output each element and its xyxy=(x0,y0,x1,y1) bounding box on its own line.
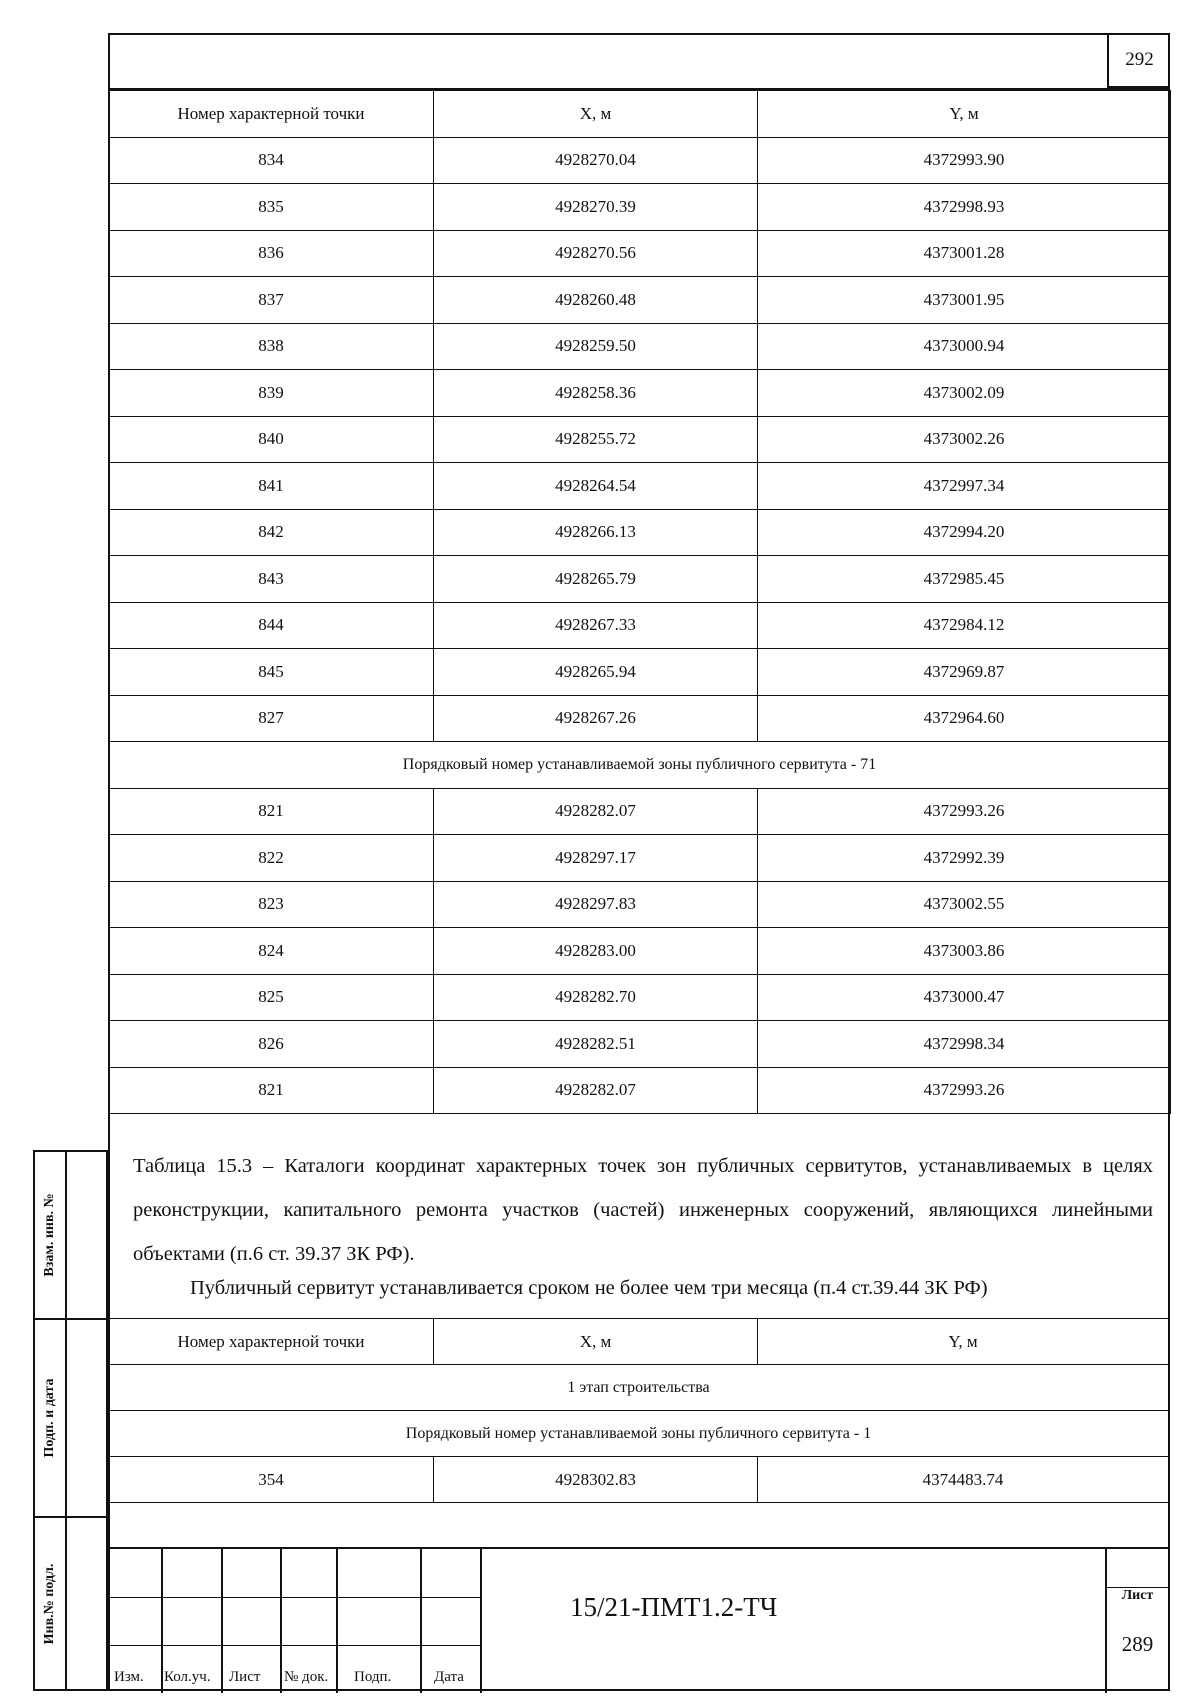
header-point-number: Номер характерной точки xyxy=(109,1319,434,1365)
cell-y: 4372992.39 xyxy=(758,835,1171,882)
header-x: X, м xyxy=(434,91,758,138)
table-row xyxy=(109,695,1171,742)
tb-label-list: Лист xyxy=(229,1669,261,1685)
sheet-number: 289 xyxy=(1121,1632,1154,1656)
table-row xyxy=(109,881,1171,928)
tb-label-kolu: Кол.уч. xyxy=(164,1669,211,1685)
coordinates-table-15-3 xyxy=(108,1318,1169,1503)
table-row xyxy=(109,835,1171,882)
cell-y: 4372964.60 xyxy=(758,695,1171,742)
section-row-1 xyxy=(109,1411,1169,1457)
cell-y: 4374483.74 xyxy=(758,1457,1169,1503)
table-row xyxy=(109,649,1171,696)
tb-label-doc: № док. xyxy=(284,1669,329,1685)
table-row xyxy=(109,370,1171,417)
cell-x: 4928282.70 xyxy=(434,974,758,1021)
cell-point: 822 xyxy=(109,835,434,882)
table-row xyxy=(109,928,1171,975)
cell-point: 835 xyxy=(109,184,434,231)
header-x: X, м xyxy=(434,1319,758,1365)
cell-y: 4373002.26 xyxy=(758,416,1171,463)
table-header-row xyxy=(109,91,1171,138)
table-row xyxy=(109,277,1171,324)
table-row xyxy=(109,1021,1171,1068)
stamp-inv-zam-label: Взам. инв. № xyxy=(42,1193,57,1277)
cell-y: 4373000.94 xyxy=(758,323,1171,370)
cell-point: 840 xyxy=(109,416,434,463)
cell-y: 4373003.86 xyxy=(758,928,1171,975)
table-header-row xyxy=(109,1319,1169,1365)
cell-y: 4372997.34 xyxy=(758,463,1171,510)
header-y: Y, м xyxy=(758,91,1171,138)
stage-title: 1 этап строительства xyxy=(109,1365,1169,1411)
cell-x: 4928265.79 xyxy=(434,556,758,603)
cell-point: 841 xyxy=(109,463,434,510)
coordinates-table xyxy=(108,90,1171,1114)
side-stamp xyxy=(33,1150,108,1691)
cell-point: 354 xyxy=(109,1457,434,1503)
tb-label-izm: Изм. xyxy=(114,1669,144,1685)
table-row xyxy=(109,416,1171,463)
tb-label-podp: Подп. xyxy=(354,1669,392,1685)
cell-x: 4928282.07 xyxy=(434,1067,758,1114)
tb-label-data: Дата xyxy=(434,1669,464,1685)
table-row xyxy=(109,556,1171,603)
table-caption xyxy=(133,1144,1153,1276)
header-y: Y, м xyxy=(758,1319,1169,1365)
table-row xyxy=(109,137,1171,184)
cell-y: 4372984.12 xyxy=(758,602,1171,649)
cell-x: 4928255.72 xyxy=(434,416,758,463)
section-title-71: Порядковый номер устанавливаемой зоны публичного сервитута - 71 xyxy=(109,742,1171,789)
cell-x: 4928282.51 xyxy=(434,1021,758,1068)
cell-point: 839 xyxy=(109,370,434,417)
cell-x: 4928265.94 xyxy=(434,649,758,696)
stamp-inv-podl-label: Инв.№ подл. xyxy=(42,1563,57,1644)
cell-x: 4928297.17 xyxy=(434,835,758,882)
cell-point: 837 xyxy=(109,277,434,324)
stamp-inv-podl xyxy=(33,1516,108,1691)
table-row xyxy=(109,602,1171,649)
cell-point: 836 xyxy=(109,230,434,277)
header-point-number: Номер характерной точки xyxy=(109,91,434,138)
cell-x: 4928264.54 xyxy=(434,463,758,510)
cell-x: 4928270.39 xyxy=(434,184,758,231)
cell-point: 824 xyxy=(109,928,434,975)
cell-point: 825 xyxy=(109,974,434,1021)
cell-point: 843 xyxy=(109,556,434,603)
cell-y: 4372998.93 xyxy=(758,184,1171,231)
cell-point: 821 xyxy=(109,1067,434,1114)
cell-x: 4928267.33 xyxy=(434,602,758,649)
cell-point: 838 xyxy=(109,323,434,370)
stamp-podp-data xyxy=(33,1318,108,1518)
cell-x: 4928260.48 xyxy=(434,277,758,324)
cell-x: 4928302.83 xyxy=(434,1457,758,1503)
section-row-71 xyxy=(109,742,1171,789)
cell-point: 823 xyxy=(109,881,434,928)
cell-x: 4928259.50 xyxy=(434,323,758,370)
cell-point: 845 xyxy=(109,649,434,696)
cell-point: 842 xyxy=(109,509,434,556)
section-title-1: Порядковый номер устанавливаемой зоны публичного сервитута - 1 xyxy=(109,1411,1169,1457)
table-row xyxy=(109,974,1171,1021)
cell-point: 821 xyxy=(109,788,434,835)
table-row xyxy=(109,788,1171,835)
table-row xyxy=(109,184,1171,231)
cell-y: 4372993.90 xyxy=(758,137,1171,184)
cell-x: 4928270.56 xyxy=(434,230,758,277)
cell-y: 4373002.55 xyxy=(758,881,1171,928)
cell-point: 844 xyxy=(109,602,434,649)
sheet-label: Лист xyxy=(1121,1588,1154,1603)
stage-row xyxy=(109,1365,1169,1411)
cell-x: 4928270.04 xyxy=(434,137,758,184)
cell-x: 4928266.13 xyxy=(434,509,758,556)
page-number: 292 xyxy=(1107,33,1170,88)
cell-y: 4373001.95 xyxy=(758,277,1171,324)
cell-point: 826 xyxy=(109,1021,434,1068)
table-row xyxy=(109,323,1171,370)
caption-text: Таблица 15.3 – Каталоги координат характерных точек зон публичных сервитутов, устанавливаемых в целях реконструкции, капитального ремонта участков (частей) инженерных сооружений, являющихся линейными объектами (п.6 ст. 39.37 ЗК РФ). xyxy=(133,1155,1153,1265)
cell-x: 4928258.36 xyxy=(434,370,758,417)
stamp-podp-data-label: Подп. и дата xyxy=(42,1378,57,1458)
cell-x: 4928297.83 xyxy=(434,881,758,928)
cell-y: 4372998.34 xyxy=(758,1021,1171,1068)
table-row xyxy=(109,230,1171,277)
table-row xyxy=(109,463,1171,510)
table-row xyxy=(109,1067,1171,1114)
cell-point: 834 xyxy=(109,137,434,184)
cell-x: 4928282.07 xyxy=(434,788,758,835)
cell-y: 4373002.09 xyxy=(758,370,1171,417)
cell-y: 4373000.47 xyxy=(758,974,1171,1021)
cell-y: 4372993.26 xyxy=(758,1067,1171,1114)
servitude-term-note: Публичный сервитут устанавливается сроком не более чем три месяца (п.4 ст.39.44 ЗК РФ) xyxy=(190,1277,988,1299)
cell-point: 827 xyxy=(109,695,434,742)
stamp-inv-zam xyxy=(33,1150,108,1320)
table-row xyxy=(109,509,1171,556)
document-code: 15/21-ПМТ1.2-ТЧ xyxy=(570,1592,778,1622)
cell-y: 4373001.28 xyxy=(758,230,1171,277)
cell-y: 4372985.45 xyxy=(758,556,1171,603)
cell-x: 4928267.26 xyxy=(434,695,758,742)
cell-y: 4372969.87 xyxy=(758,649,1171,696)
table-row xyxy=(109,1457,1169,1503)
cell-x: 4928283.00 xyxy=(434,928,758,975)
cell-y: 4372994.20 xyxy=(758,509,1171,556)
cell-y: 4372993.26 xyxy=(758,788,1171,835)
